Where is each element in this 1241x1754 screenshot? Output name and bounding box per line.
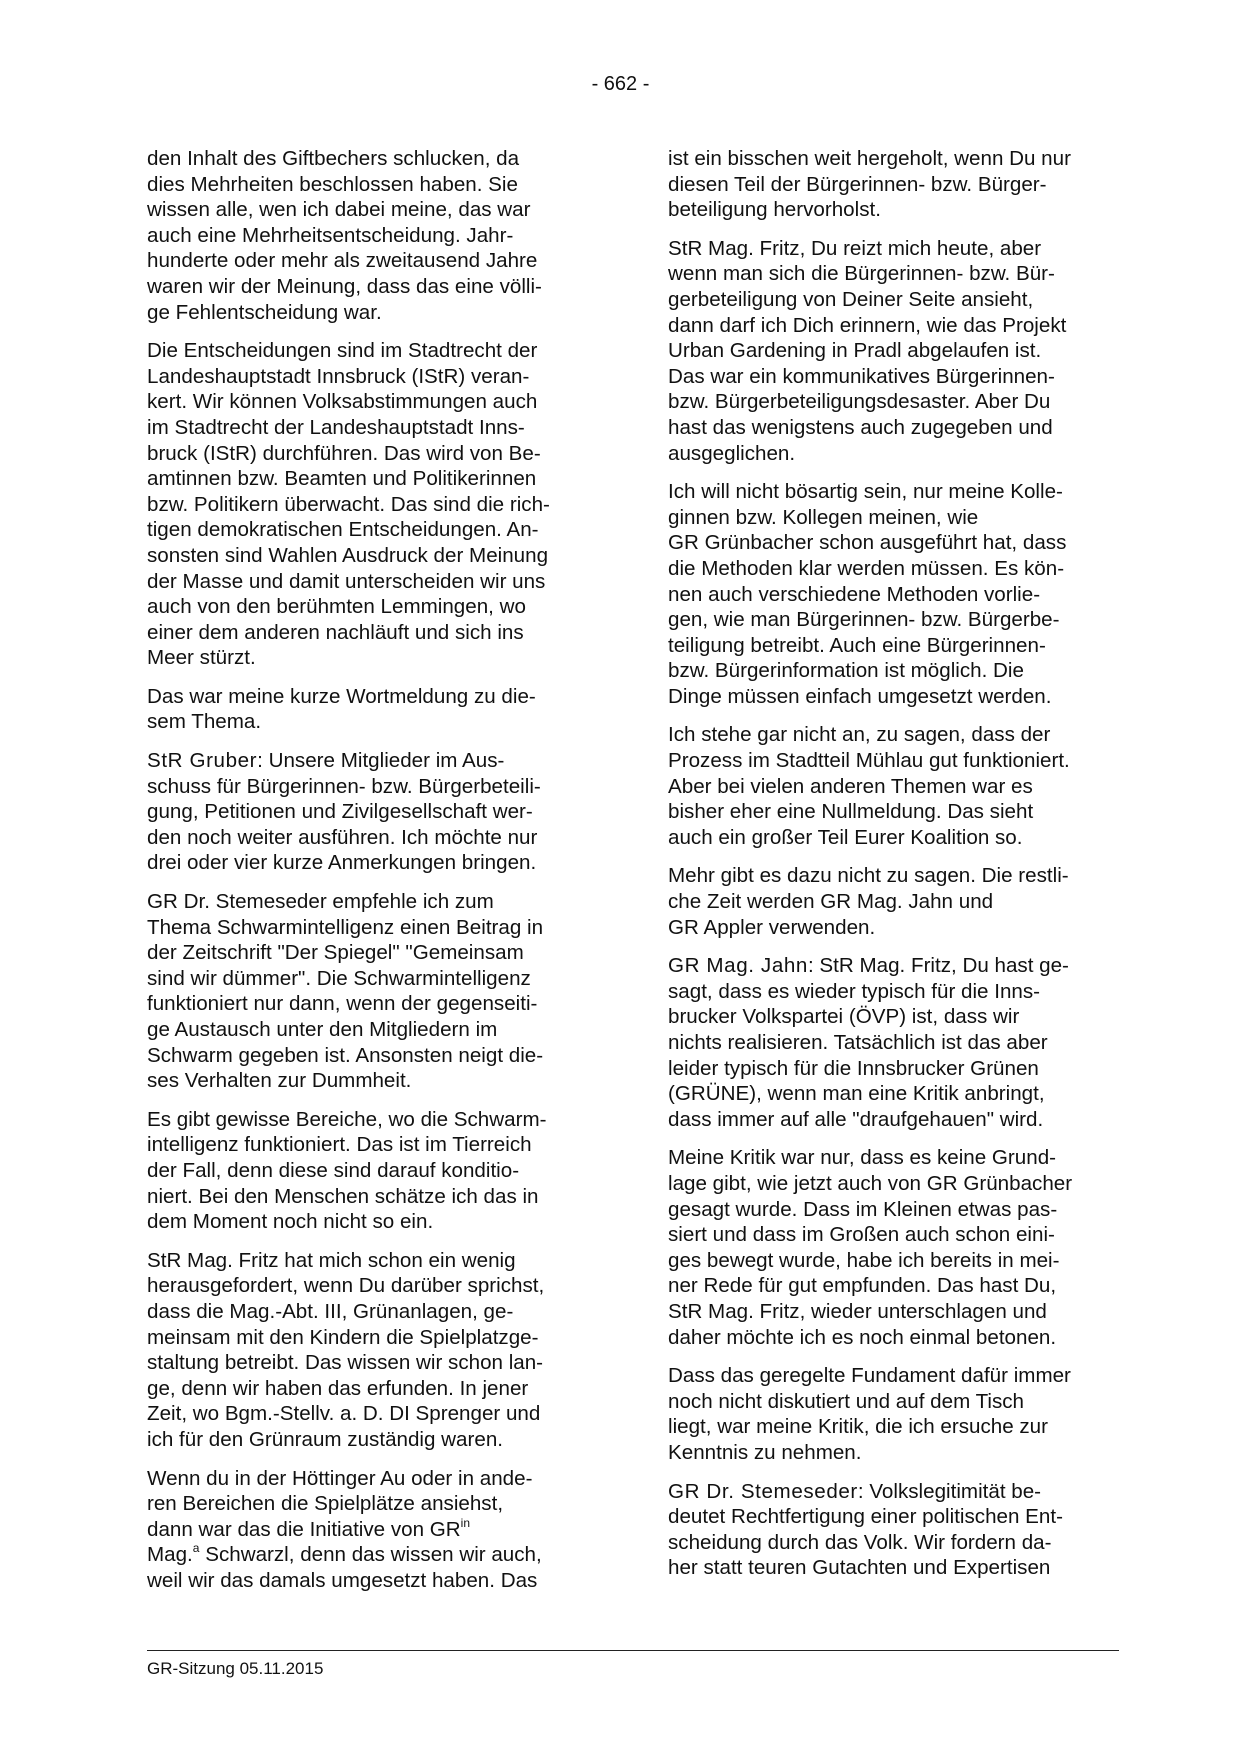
text-line: bzw. Politikern überwacht. Das sind die rich- bbox=[147, 492, 550, 516]
text-line: Mehr gibt es dazu nicht zu sagen. Die restli- bbox=[668, 864, 1069, 888]
text-line: : Volkslegitimität be- bbox=[857, 1479, 1042, 1503]
text-line: kert. Wir können Volksabstimmungen auch bbox=[147, 390, 538, 414]
text-line: deutet Rechtfertigung einer politischen Ent- bbox=[668, 1505, 1063, 1529]
paragraph bbox=[147, 1107, 587, 1235]
text-line: den noch weiter ausführen. Ich möchte nur bbox=[147, 825, 538, 849]
text-line: diesen Teil der Bürgerinnen- bzw. Bürger- bbox=[668, 172, 1047, 196]
speaker-name: StR Gruber bbox=[147, 749, 258, 773]
paragraph bbox=[147, 146, 587, 325]
text-line: sem Thema. bbox=[147, 710, 262, 734]
text-line: ge Austausch unter den Mitgliedern im bbox=[147, 1018, 498, 1041]
paragraph bbox=[668, 722, 1108, 850]
text-line: bzw. Bürgerbeteiligungsdesaster. Aber Du bbox=[668, 390, 1051, 414]
text-line: bzw. Bürgerinformation ist möglich. Die bbox=[668, 659, 1024, 683]
text-line: Kenntnis zu nehmen. bbox=[668, 1440, 862, 1464]
text-line: dass immer auf alle "draufgehauen" wird. bbox=[668, 1107, 1044, 1131]
text-line: Schwarzl, denn das wissen wir auch, bbox=[199, 1543, 542, 1567]
text-line: drei oder vier kurze Anmerkungen bringen. bbox=[147, 851, 537, 875]
text-line: ses Verhalten zur Dummheit. bbox=[147, 1069, 412, 1093]
text-line: gen, wie man Bürgerinnen- bzw. Bürgerbe- bbox=[668, 608, 1060, 632]
paragraph bbox=[668, 863, 1108, 940]
text-line: teiligung betreibt. Auch eine Bürgerinnen- bbox=[668, 633, 1046, 657]
paragraph bbox=[668, 1363, 1108, 1465]
speaker-name: GR Mag. Jahn bbox=[668, 954, 808, 978]
text-line: Die Entscheidungen sind im Stadtrecht der bbox=[147, 339, 538, 363]
text-line: nen auch verschiedene Methoden vorlie- bbox=[668, 582, 1041, 606]
text-line: beteiligung hervorholst. bbox=[668, 198, 881, 222]
paragraph-with-superscripts bbox=[147, 1466, 587, 1594]
text-line: (GRÜNE), wenn man eine Kritik anbringt, bbox=[668, 1082, 1045, 1106]
text-line: einer dem anderen nachläuft und sich ins bbox=[147, 620, 524, 644]
text-line: intelligenz funktioniert. Das ist im Tierreich bbox=[147, 1133, 532, 1157]
text-line: ausgeglichen. bbox=[668, 441, 796, 465]
superscript: a bbox=[192, 1541, 200, 1556]
text-line: ich für den Grünraum zuständig waren. bbox=[147, 1427, 503, 1451]
speaker-paragraph bbox=[668, 1479, 1108, 1581]
text-line: dann war das die Initiative von GR bbox=[147, 1517, 461, 1541]
right-column bbox=[668, 146, 1108, 1594]
text-line: Meine Kritik war nur, dass es keine Grund- bbox=[668, 1146, 1057, 1170]
text-line: sonsten sind Wahlen Ausdruck der Meinung bbox=[147, 543, 549, 567]
text-line: StR Mag. Fritz, Du reizt mich heute, aber bbox=[668, 236, 1042, 260]
footer-session-date: GR-Sitzung 05.11.2015 bbox=[147, 1659, 324, 1678]
text-line: amtinnen bzw. Beamten und Politikerinnen bbox=[147, 467, 537, 491]
paragraph bbox=[668, 479, 1108, 709]
paragraph bbox=[147, 338, 587, 671]
text-line: brucker Volkspartei (ÖVP) ist, dass wir bbox=[668, 1005, 1020, 1029]
text-line: auch eine Mehrheitsentscheidung. Jahr- bbox=[147, 223, 514, 247]
text-line: noch nicht diskutiert und auf dem Tisch bbox=[668, 1389, 1025, 1413]
text-line: leider typisch für die Innsbrucker Grünen bbox=[668, 1056, 1039, 1080]
paragraph bbox=[668, 146, 1108, 223]
page-number: - 662 - bbox=[591, 73, 650, 95]
text-line: gung, Petitionen und Zivilgesellschaft wer- bbox=[147, 800, 533, 824]
text-line: Prozess im Stadtteil Mühlau gut funktioniert. bbox=[668, 749, 1070, 773]
text-line: liegt, war meine Kritik, die ich ersuche zur bbox=[668, 1415, 1048, 1439]
paragraph bbox=[147, 889, 587, 1094]
text-line: StR Mag. Fritz hat mich schon ein wenig bbox=[147, 1248, 516, 1272]
text-line: dass die Mag.-Abt. III, Grünanlagen, ge- bbox=[147, 1299, 514, 1323]
text-line: GR Appler verwenden. bbox=[668, 915, 876, 939]
text-line: siert und dass im Großen auch schon eini- bbox=[668, 1223, 1055, 1247]
text-line: gerbeteiligung von Deiner Seite ansieht, bbox=[668, 287, 1034, 311]
text-line: auch von den berühmten Lemmingen, wo bbox=[147, 595, 526, 619]
text-line: GR Grünbacher schon ausgeführt hat, dass bbox=[668, 531, 1067, 555]
speaker-paragraph bbox=[668, 953, 1108, 1132]
text-line: : Unsere Mitglieder im Aus- bbox=[257, 749, 505, 773]
paragraph bbox=[668, 236, 1108, 466]
text-line: staltung betreibt. Das wissen wir schon lan- bbox=[147, 1351, 544, 1375]
text-line: wenn man sich die Bürgerinnen- bzw. Bür- bbox=[668, 262, 1055, 286]
text-line: ginnen bzw. Kollegen meinen, wie bbox=[668, 505, 979, 529]
text-line: Dass das geregelte Fundament dafür immer bbox=[668, 1364, 1071, 1388]
text-line: Thema Schwarmintelligenz einen Beitrag in bbox=[147, 915, 544, 939]
speaker-name: GR Dr. Stemeseder bbox=[668, 1479, 858, 1503]
text-line: sind wir dümmer". Die Schwarmintelligenz bbox=[147, 966, 531, 990]
speaker-paragraph bbox=[147, 748, 587, 876]
text-line: her statt teuren Gutachten und Expertisen bbox=[668, 1556, 1051, 1580]
text-line: der Masse und damit unterscheiden wir uns bbox=[147, 569, 546, 593]
paragraph bbox=[147, 1248, 587, 1453]
text-line: dies Mehrheiten beschlossen haben. Sie bbox=[147, 172, 518, 196]
text-line: auch ein großer Teil Eurer Koalition so. bbox=[668, 825, 1023, 849]
text-line: Das war meine kurze Wortmeldung zu die- bbox=[147, 684, 536, 708]
text-line: ner Rede für gut empfunden. Das hast Du, bbox=[668, 1274, 1057, 1298]
footer-divider bbox=[147, 1650, 1119, 1651]
text-line: StR Mag. Fritz, wieder unterschlagen und bbox=[668, 1299, 1047, 1323]
text-line: gesagt wurde. Dass im Kleinen etwas pas- bbox=[668, 1197, 1058, 1221]
text-line: tigen demokratischen Entscheidungen. An- bbox=[147, 518, 539, 542]
text-line: die Methoden klar werden müssen. Es kön- bbox=[668, 556, 1065, 580]
text-line: GR Dr. Stemeseder empfehle ich zum bbox=[147, 890, 494, 914]
text-line: meinsam mit den Kindern die Spielplatzge- bbox=[147, 1325, 539, 1349]
text-line: schuss für Bürgerinnen- bzw. Bürgerbeteili- bbox=[147, 774, 541, 798]
superscript: in bbox=[460, 1515, 470, 1530]
text-line: scheidung durch das Volk. Wir fordern da- bbox=[668, 1530, 1052, 1554]
text-line: Schwarm gegeben ist. Ansonsten neigt die- bbox=[147, 1043, 544, 1067]
text-line: Meer stürzt. bbox=[147, 646, 256, 670]
text-line: der Zeitschrift "Der Spiegel" "Gemeinsam bbox=[147, 941, 524, 965]
text-line: Das war ein kommunikatives Bürgerinnen- bbox=[668, 364, 1055, 388]
text-line: ist ein bisschen weit hergeholt, wenn Du nur bbox=[668, 147, 1071, 170]
text-line: Es gibt gewisse Bereiche, wo die Schwarm- bbox=[147, 1107, 547, 1131]
paragraph bbox=[668, 1145, 1108, 1350]
text-line: dann darf ich Dich erinnern, wie das Projekt bbox=[668, 313, 1067, 337]
text-line: Landeshauptstadt Innsbruck (IStR) veran- bbox=[147, 364, 530, 388]
text-line: bruck (IStR) durchführen. Das wird von Be- bbox=[147, 441, 541, 465]
text-line: ren Bereichen die Spielplätze ansiehst, bbox=[147, 1492, 504, 1516]
text-line: im Stadtrecht der Landeshauptstadt Inns- bbox=[147, 415, 525, 439]
text-line: funktioniert nur dann, wenn der gegenseiti- bbox=[147, 992, 538, 1016]
text-line: Aber bei vielen anderen Themen war es bbox=[668, 774, 1033, 798]
text-line: hast das wenigstens auch zugegeben und bbox=[668, 415, 1053, 439]
paragraph bbox=[147, 684, 587, 735]
text-line: ges bewegt wurde, habe ich bereits in mei- bbox=[668, 1248, 1060, 1272]
text-line: herausgefordert, wenn Du darüber sprichst, bbox=[147, 1274, 545, 1298]
left-column bbox=[147, 146, 587, 1606]
text-line: nichts realisieren. Tatsächlich ist das aber bbox=[668, 1031, 1048, 1054]
text-line: bisher eher eine Nullmeldung. Das sieht bbox=[668, 800, 1034, 824]
text-line: daher möchte ich es noch einmal betonen. bbox=[668, 1325, 1057, 1349]
text-line: Ich will nicht bösartig sein, nur meine Kolle- bbox=[668, 480, 1063, 504]
text-line: ge, denn wir haben das erfunden. In jener bbox=[147, 1376, 529, 1400]
text-line: Dinge müssen einfach umgesetzt werden. bbox=[668, 684, 1052, 708]
text-line: hunderte oder mehr als zweitausend Jahre bbox=[147, 249, 538, 273]
text-line: Wenn du in der Höttinger Au oder in ande- bbox=[147, 1466, 533, 1490]
text-line: der Fall, denn diese sind darauf konditio- bbox=[147, 1158, 520, 1182]
text-line: lage gibt, wie jetzt auch von GR Grünbacher bbox=[668, 1171, 1073, 1195]
text-line: waren wir der Meinung, dass das eine völli- bbox=[147, 274, 542, 298]
text-line: Urban Gardening in Pradl abgelaufen ist. bbox=[668, 339, 1042, 363]
text-line: wissen alle, wen ich dabei meine, das war bbox=[147, 198, 531, 222]
text-line: dem Moment noch nicht so ein. bbox=[147, 1210, 434, 1234]
text-line: Ich stehe gar nicht an, zu sagen, dass der bbox=[668, 723, 1051, 747]
text-line: che Zeit werden GR Mag. Jahn und bbox=[668, 890, 994, 914]
text-line: : StR Mag. Fritz, Du hast ge- bbox=[807, 954, 1069, 978]
text-line: sagt, dass es wieder typisch für die Inns- bbox=[668, 979, 1041, 1003]
text-line: Mag. bbox=[147, 1543, 193, 1567]
text-line: Zeit, wo Bgm.-Stellv. a. D. DI Sprenger und bbox=[147, 1402, 541, 1426]
text-line: weil wir das damals umgesetzt haben. Das bbox=[147, 1568, 538, 1592]
text-line: ge Fehlentscheidung war. bbox=[147, 300, 382, 324]
text-line: niert. Bei den Menschen schätze ich das in bbox=[147, 1184, 539, 1208]
text-line: den Inhalt des Giftbechers schlucken, da bbox=[147, 147, 520, 170]
